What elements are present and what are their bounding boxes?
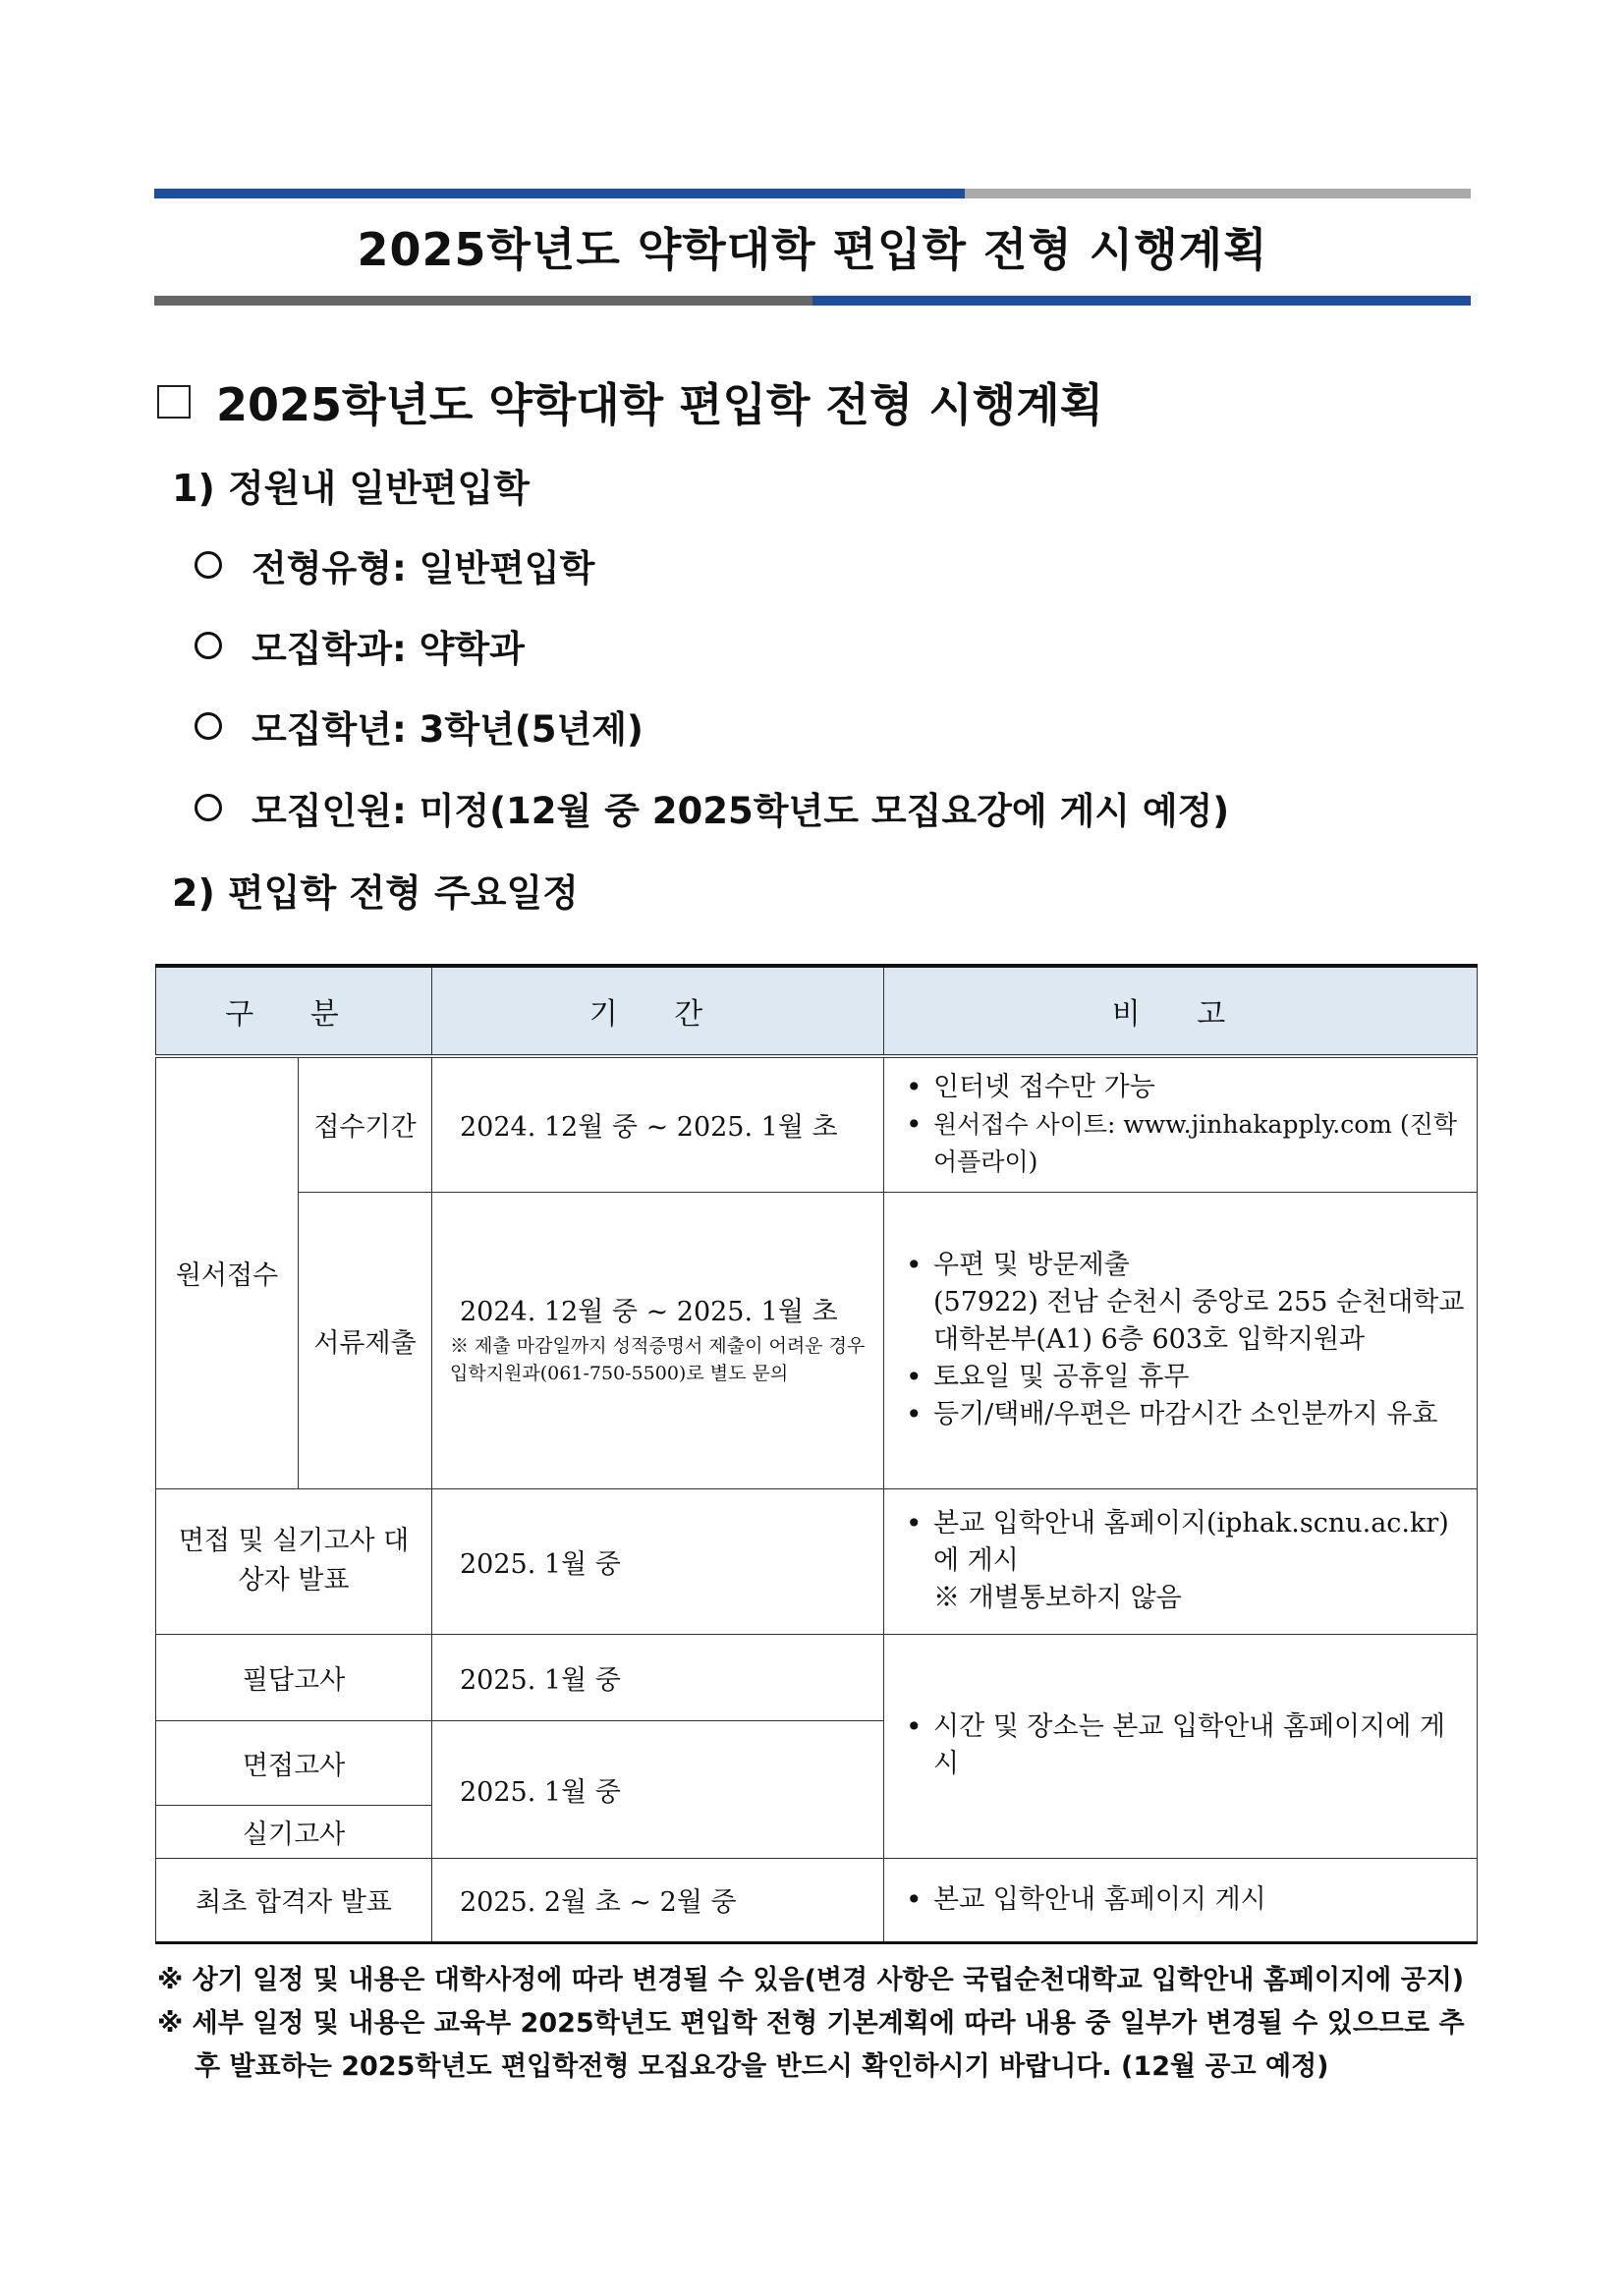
table-row <box>156 1634 1478 1720</box>
row-label: 실기고사 <box>156 1805 432 1858</box>
title-rule-bottom-left <box>154 296 812 306</box>
row-notes: • 우편 및 방문제출 (57922) 전남 순천시 중앙로 255 순천대학교 대학본부(A1) 6층 603호 입학지원과 • 토요일 및 공휴일 휴무 • 등기/택배/우편은 마감시간 소인분까지 유효 <box>884 1192 1478 1488</box>
row-period: 2024. 12월 중 ~ 2025. 1월 초 <box>432 1056 884 1192</box>
row-notes: • 본교 입학안내 홈페이지(iphak.scnu.ac.kr)에 게시 ※ 개별통보하지 않음 <box>884 1488 1478 1634</box>
list-item: 모집학년: 3학년(5년제) <box>195 700 644 753</box>
circle-bullet-icon <box>195 551 222 579</box>
row-label: 면접고사 <box>156 1720 432 1805</box>
row-period: 2024. 12월 중 ~ 2025. 1월 초 ※ 제출 마감일까지 성적증명서 제출이 어려운 경우 입학지원과(061-750-5500)로 별도 문의 <box>432 1192 884 1488</box>
header-category: 구 분 <box>156 966 432 1056</box>
period-note: ※ 제출 마감일까지 성적증명서 제출이 어려운 경우 입학지원과(061-750-5500)로 별도 문의 <box>450 1335 866 1384</box>
footnotes <box>157 1959 1479 2089</box>
part1-heading: 1) 정원내 일반편입학 <box>172 467 530 510</box>
row-label: 면접 및 실기고사 대상자 발표 <box>156 1488 432 1634</box>
row-label: 최초 합격자 발표 <box>156 1858 432 1942</box>
row-label: 접수기간 <box>299 1056 432 1192</box>
header-period: 기 간 <box>432 966 884 1056</box>
row-period: 2025. 1월 중 <box>432 1720 884 1858</box>
circle-bullet-icon <box>195 632 222 659</box>
circle-bullet-icon <box>195 712 222 740</box>
row-label: 필답고사 <box>156 1634 432 1720</box>
row-notes: • 본교 입학안내 홈페이지 게시 <box>884 1858 1478 1942</box>
footnote: ※ 상기 일정 및 내용은 대학사정에 따라 변경될 수 있음(변경 사항은 국립순천대학교 입학안내 홈페이지에 공지) <box>157 1965 1465 1995</box>
title-rule-top-right <box>965 189 1471 198</box>
schedule-table <box>155 964 1478 1944</box>
section-heading <box>157 369 1103 434</box>
row-label: 서류제출 <box>299 1192 432 1488</box>
row-period: 2025. 2월 초 ~ 2월 중 <box>432 1858 884 1942</box>
section-heading-text: 2025학년도 약학대학 편입학 전형 시행계획 <box>216 378 1104 431</box>
group-label: 원서접수 <box>156 1056 299 1488</box>
list-item: 모집인원: 미정(12월 중 2025학년도 모집요강에 게시 예정) <box>195 781 1229 834</box>
title-rule-bottom-right <box>812 296 1471 306</box>
row-notes: • 시간 및 장소는 본교 입학안내 홈페이지에 게시 <box>884 1634 1478 1858</box>
part2-heading: 2) 편입학 전형 주요일정 <box>172 871 579 915</box>
table-row <box>156 1488 1478 1634</box>
row-period: 2025. 1월 중 <box>432 1488 884 1634</box>
title-rule-top-left <box>154 189 965 198</box>
header-notes: 비 고 <box>884 966 1478 1056</box>
checkbox-icon <box>157 385 191 419</box>
row-notes: • 인터넷 접수만 가능 • 원서접수 사이트: www.jinhakapply.com (진학어플라이) <box>884 1056 1478 1192</box>
table-header-row <box>156 966 1478 1056</box>
table-row <box>156 1858 1478 1942</box>
list-item: 전형유형: 일반편입학 <box>195 538 594 591</box>
footnote: ※ 세부 일정 및 내용은 교육부 2025학년도 편입학 전형 기본계획에 따라 내용 중 일부가 변경될 수 있으므로 추후 발표하는 2025학년도 편입학전형 모집요강을 반드시 확인하시기 바랍니다. (12월 공고 예정) <box>157 2008 1465 2082</box>
table-row <box>156 1192 1478 1488</box>
table-row <box>156 1056 1478 1192</box>
list-item: 모집학과: 약학과 <box>195 619 525 672</box>
document-title: 2025학년도 약학대학 편입학 전형 시행계획 <box>357 223 1268 276</box>
circle-bullet-icon <box>195 794 222 821</box>
row-period: 2025. 1월 중 <box>432 1634 884 1720</box>
